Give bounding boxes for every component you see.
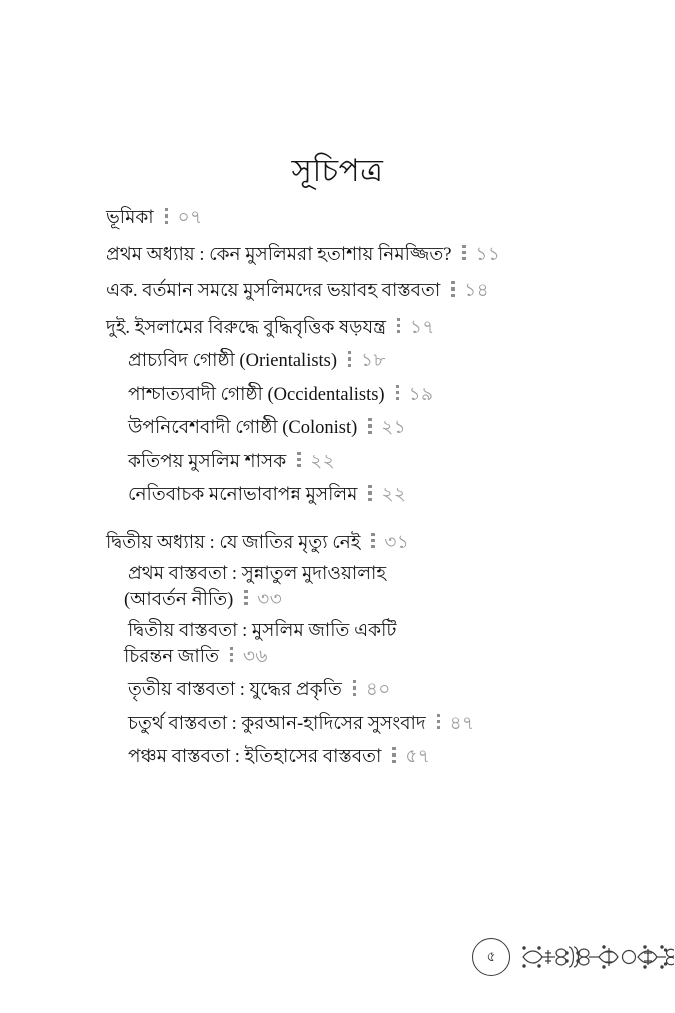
toc-entry-page-number: ৩৬ xyxy=(242,646,268,667)
toc-entry-page-number: ১৪ xyxy=(464,281,490,301)
toc-entry[interactable] xyxy=(0,713,675,734)
toc-entry-label: প্রথম অধ্যায় : কেন মুসলিমরা হতাশায় নিমজ্জিত? xyxy=(106,244,452,265)
page-title: সূচিপত্র xyxy=(291,153,384,188)
dotted-leader-separator xyxy=(244,590,248,606)
dotted-leader-separator xyxy=(451,281,455,297)
toc-entry-label: পাশ্চাত্যবাদী গোষ্ঠী (Occidentalists) xyxy=(128,384,385,405)
folio-page-number: ৫ xyxy=(472,938,510,976)
toc-entry-continuation[interactable] xyxy=(0,646,675,667)
toc-entry-label: দ্বিতীয় অধ্যায় : যে জাতির মৃত্যু নেই xyxy=(106,532,361,553)
dotted-leader-separator xyxy=(297,452,301,468)
dotted-leader-separator xyxy=(230,647,234,663)
toc-entry-label: প্রাচ্যবিদ গোষ্ঠী (Orientalists) xyxy=(128,351,338,371)
toc-entry-label: ভূমিকা xyxy=(106,208,154,228)
toc-entry-label: পঞ্চম বাস্তবতা : ইতিহাসের বাস্তবতা xyxy=(128,747,382,767)
dotted-leader-separator xyxy=(396,385,400,401)
toc-entry-page-number: ২১ xyxy=(381,418,407,438)
toc-entry-page-number: ৩১ xyxy=(384,532,410,553)
toc-entry-page-number: ৪৭ xyxy=(449,713,475,734)
toc-entry-label: এক. বর্তমান সময়ে মুসলিমদের ভয়াবহ বাস্তবতা xyxy=(106,281,441,301)
toc-entry-label-continued: চিরন্তন জাতি xyxy=(124,646,219,667)
toc-entry[interactable] xyxy=(0,350,675,371)
decorative-border-ornament xyxy=(519,940,674,974)
dotted-leader-separator xyxy=(165,208,169,224)
toc-entry[interactable] xyxy=(0,244,675,265)
dotted-leader-separator xyxy=(368,418,372,434)
dotted-leader-separator xyxy=(368,485,372,501)
toc-entry-page-number: ৪০ xyxy=(365,680,391,700)
dotted-leader-separator xyxy=(397,318,401,334)
toc-entry-page-number: ১৭ xyxy=(409,317,435,338)
dotted-leader-separator xyxy=(353,680,357,696)
toc-entry-page-number: ১১ xyxy=(475,244,501,265)
toc-entry[interactable] xyxy=(0,565,675,584)
dotted-leader-separator xyxy=(437,714,441,730)
toc-entry[interactable] xyxy=(0,484,675,505)
toc-entry-page-number: ১৯ xyxy=(408,384,434,405)
toc-entry-page-number: ২২ xyxy=(381,485,407,505)
table-of-contents-list xyxy=(0,207,675,780)
toc-entry[interactable] xyxy=(0,746,675,767)
toc-entry-label: কতিপয় মুসলিম শাসক xyxy=(128,451,287,472)
toc-entry-label-continued: (আবর্তন নীতি) xyxy=(124,589,234,610)
page-footer xyxy=(472,938,674,976)
toc-entry[interactable] xyxy=(0,417,675,438)
toc-entry[interactable] xyxy=(0,532,675,553)
toc-entry-label: প্রথম বাস্তবতা : সুন্নাতুল মুদাওয়ালাহ xyxy=(128,564,387,584)
toc-entry-page-number: ২২ xyxy=(310,451,335,472)
toc-entry[interactable] xyxy=(0,451,675,472)
toc-entry[interactable] xyxy=(0,622,675,641)
toc-entry-label: দ্বিতীয় বাস্তবতা : মুসলিম জাতি একটি xyxy=(128,621,397,641)
toc-entry[interactable] xyxy=(0,679,675,700)
toc-entry[interactable] xyxy=(0,207,675,228)
toc-entry-page-number: ৫৭ xyxy=(405,747,431,767)
toc-entry-page-number: ১৮ xyxy=(361,351,386,371)
toc-entry-label: চতুর্থ বাস্তবতা : কুরআন-হাদিসের সুসংবাদ xyxy=(128,713,426,734)
toc-entry-label: নেতিবাচক মনোভাবাপন্ন মুসলিম xyxy=(128,485,358,505)
toc-entry-page-number: ০৭ xyxy=(177,208,203,228)
toc-entry[interactable] xyxy=(0,384,675,405)
dotted-leader-separator xyxy=(348,351,352,367)
toc-entry-continuation[interactable] xyxy=(0,589,675,610)
toc-entry-label: দুই. ইসলামের বিরুদ্ধে বুদ্ধিবৃত্তিক ষড়যন্ত্র xyxy=(106,317,386,338)
dotted-leader-separator xyxy=(392,747,396,763)
dotted-leader-separator xyxy=(371,533,375,549)
toc-entry-label: তৃতীয় বাস্তবতা : যুদ্ধের প্রকৃতি xyxy=(128,680,342,700)
toc-entry-label: উপনিবেশবাদী গোষ্ঠী (Colonist) xyxy=(128,418,358,438)
toc-entry-page-number: ৩৩ xyxy=(257,589,283,610)
dotted-leader-separator xyxy=(462,245,466,261)
toc-entry[interactable] xyxy=(0,280,675,301)
toc-entry[interactable] xyxy=(0,317,675,338)
